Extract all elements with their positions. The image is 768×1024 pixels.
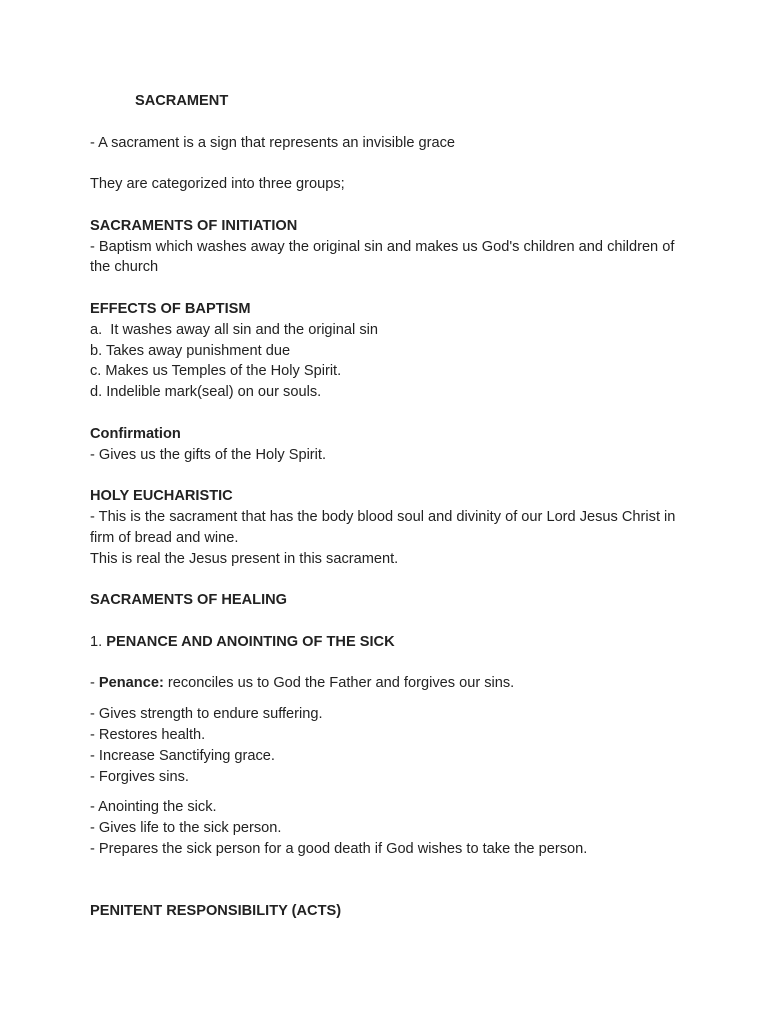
eucharist-text: - This is the sacrament that has the body blood soul and divinity of our Lord Jesus Christ in firm of bread and wine. <box>90 508 680 546</box>
anointing-item: - Anointing the sick. <box>90 799 217 816</box>
confirmation-heading: Confirmation <box>90 425 181 442</box>
penance-label: Penance: <box>98 675 164 692</box>
healing-sub-heading: PENANCE AND ANOINTING OF THE SICK <box>106 633 395 650</box>
document-page <box>90 91 690 921</box>
confirmation-text: - Gives us the gifts of the Holy Spirit. <box>90 446 327 463</box>
initiation-heading: SACRAMENTS OF INITIATION <box>90 217 298 234</box>
definition-text: - A sacrament is a sign that represents an invisible grace <box>90 134 456 151</box>
eucharist-heading: HOLY EUCHARISTIC <box>90 488 233 505</box>
effects-item: b. Takes away punishment due <box>90 342 291 359</box>
healing-sub-number: 1. <box>90 633 107 650</box>
document-title: SACRAMENT <box>135 93 229 109</box>
penance-effect-item: - Gives strength to endure suffering. <box>90 706 323 723</box>
penance-effect-item: - Restores health. <box>90 726 206 743</box>
eucharist-text-2: This is real the Jesus present in this sacrament. <box>90 550 399 567</box>
effects-item: c. Makes us Temples of the Holy Spirit. <box>90 363 342 380</box>
penance-prefix: - <box>90 675 99 692</box>
effects-heading: EFFECTS OF BAPTISM <box>90 300 251 317</box>
penance-definition <box>90 673 690 694</box>
healing-subheading <box>90 632 690 653</box>
healing-heading: SACRAMENTS OF HEALING <box>90 592 288 609</box>
penance-text: reconciles us to God the Father and forgives our sins. <box>163 675 515 692</box>
categorized-text: They are categorized into three groups; <box>90 176 345 193</box>
penance-effect-item: - Forgives sins. <box>90 768 189 785</box>
initiation-text: - Baptism which washes away the original sin and makes us God's children and children of the church <box>90 238 679 276</box>
effects-item: a. It washes away all sin and the original sin <box>90 321 378 338</box>
penitent-heading: PENITENT RESPONSIBILITY (ACTS) <box>90 902 342 919</box>
anointing-item: - Gives life to the sick person. <box>90 820 282 837</box>
anointing-item: - Prepares the sick person for a good death if God wishes to take the person. <box>90 840 588 857</box>
effects-item: d. Indelible mark(seal) on our souls. <box>90 384 322 401</box>
penance-effect-item: - Increase Sanctifying grace. <box>90 747 275 764</box>
